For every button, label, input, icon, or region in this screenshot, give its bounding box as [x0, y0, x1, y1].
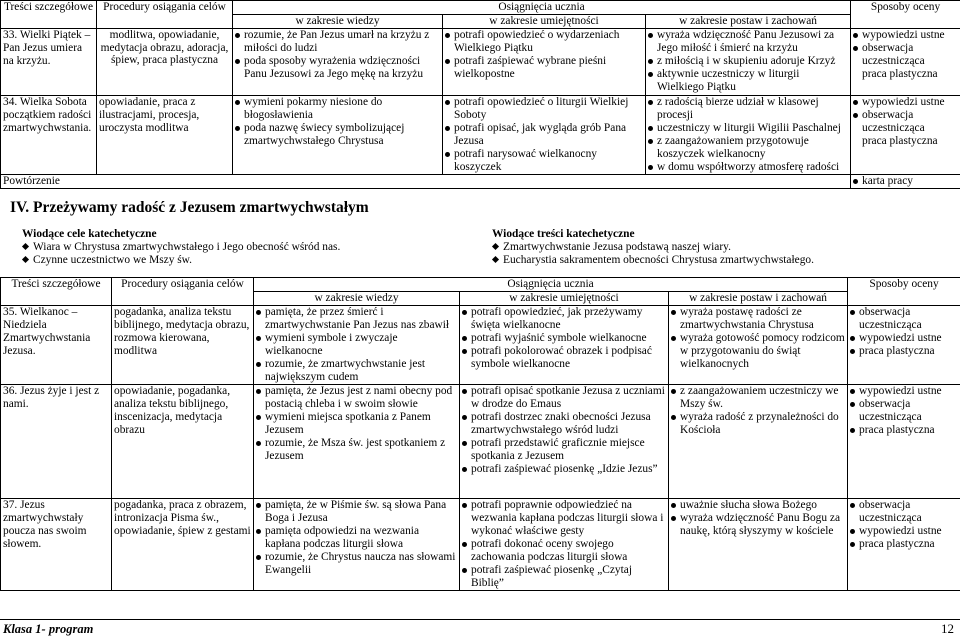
list-item: wymieni symbole i zwyczaje wielkanocne	[256, 332, 457, 358]
header-wiedza: w zakresie wiedzy	[233, 15, 443, 29]
header-sposoby: Sposoby oceny	[851, 1, 960, 29]
list-item: poda nazwę świecy symbolizującej zmartwychwstałego Chrystusa	[235, 122, 440, 148]
list-item: obserwacja uczestnicząca	[853, 42, 958, 68]
list-item: praca plastyczna	[850, 345, 958, 358]
header-sposoby: Sposoby oceny	[848, 278, 960, 306]
list-item: z zaangażowaniem uczestniczy we Mszy św.	[671, 385, 845, 411]
row-34-postawy	[646, 96, 851, 175]
lesson-table-top	[0, 0, 960, 189]
list-item: potrafi narysować wielkanocny koszyczek	[445, 148, 643, 174]
list-item: uczestniczy w liturgii Wigilii Paschalnej	[648, 122, 848, 135]
list-item: rozumie, że Chrystus naucza nas słowami Ewangelii	[256, 551, 457, 577]
list-item: wypowiedzi ustne	[850, 385, 958, 398]
list-item: wypowiedzi ustne	[850, 525, 958, 538]
list-item: potrafi zaśpiewać piosenkę „Idzie Jezus”	[462, 463, 666, 476]
header-osiagniecia: Osiągnięcia ucznia	[254, 278, 848, 292]
content-item: Eucharystia sakramentem obecności Chrystusa zmartwychwstałego.	[492, 254, 814, 267]
list-item: obserwacja uczestnicząca	[850, 499, 958, 525]
row-37-procedury: pogadanka, praca z obrazem, intronizacja Pisma św., opowiadanie, śpiew z gestami	[112, 498, 254, 590]
list-item: potrafi zaśpiewać piosenkę „Czytaj Biblię”	[462, 564, 666, 590]
list-item: praca plastyczna	[850, 538, 958, 551]
list-item: potrafi zaśpiewać wybrane pieśni wielkopostne	[445, 55, 643, 81]
row-37-tresci: 37. Jezus zmartwychwstały poucza nas swoim słowem.	[1, 498, 112, 590]
review-row-sposoby	[851, 175, 960, 189]
row-35-postawy	[669, 305, 848, 384]
list-item: wyraża gotowość pomocy rodzicom w przygotowaniu do świąt wielkanocnych	[671, 332, 845, 371]
list-item: potrafi opowiedzieć o liturgii Wielkiej Soboty	[445, 96, 643, 122]
list-item: obserwacja uczestnicząca	[853, 109, 958, 135]
list-item: rozumie, że Pan Jezus umarł na krzyżu z miłości do ludzi	[235, 29, 440, 55]
row-36-postawy	[669, 384, 848, 498]
header-procedury: Procedury osiągania celów	[112, 278, 254, 306]
list-item: rozumie, że zmartwychwstanie jest największym cudem	[256, 358, 457, 384]
row-34-procedury: opowiadanie, praca z ilustracjami, procesja, uroczysta modlitwa	[97, 96, 233, 175]
section-title: IV. Przeżywamy radość z Jezusem zmartwychwstałym	[10, 199, 369, 216]
list-item: w domu współtworzy atmosferę radości	[648, 161, 848, 174]
header-umiejetnosci: w zakresie umiejętności	[460, 291, 669, 305]
list-item: potrafi przedstawić graficznie miejsce spotkania z Jezusem	[462, 437, 666, 463]
list-item: pamięta, że Jezus jest z nami obecny pod postacią chleba i w swoim słowie	[256, 385, 457, 411]
header-postawy: w zakresie postaw i zachowań	[646, 15, 851, 29]
list-item: wyraża wdzięczność Panu Bogu za naukę, którą słyszymy w kościele	[671, 512, 845, 538]
row-33-sposoby	[851, 29, 960, 96]
row-35-procedury: pogadanka, analiza tekstu biblijnego, medytacja obrazu, rozmowa kierowana, modlitwa	[112, 305, 254, 384]
content-item: Zmartwychwstanie Jezusa podstawą naszej wiary.	[492, 241, 814, 254]
header-procedury: Procedury osiągania celów	[97, 1, 233, 29]
list-item: pamięta, że przez śmierć i zmartwychwstanie Pan Jezus nas zbawił	[256, 306, 457, 332]
list-item: potrafi opisać spotkanie Jezusa z uczniami w drodze do Emaus	[462, 385, 666, 411]
lesson-table-bottom	[0, 277, 960, 591]
row-33-tresci: 33. Wielki Piątek – Pan Jezus umiera na krzyżu.	[1, 29, 97, 96]
row-36-tresci: 36. Jezus żyje i jest z nami.	[1, 384, 112, 498]
list-item: potrafi opowiedzieć, jak przeżywamy święta wielkanocne	[462, 306, 666, 332]
list-item: pamięta odpowiedzi na wezwania kapłana podczas liturgii słowa	[256, 525, 457, 551]
list-item: praca plastyczna	[862, 135, 938, 147]
list-item: potrafi dostrzec znaki obecności Jezusa zmartwychwstałego wśród ludzi	[462, 411, 666, 437]
list-item: pamięta, że w Piśmie św. są słowa Pana Boga i Jezusa	[256, 499, 457, 525]
goal-item: Wiara w Chrystusa zmartwychwstałego i Jego obecność wśród nas.	[22, 241, 340, 254]
row-36-wiedza	[254, 384, 460, 498]
row-33-umiejetnosci	[443, 29, 646, 96]
header-tresci: Treści szczegółowe	[1, 1, 97, 29]
row-35-sposoby	[848, 305, 960, 384]
list-item: potrafi opisać, jak wygląda grób Pana Jezusa	[445, 122, 643, 148]
list-item: praca plastyczna	[850, 424, 958, 437]
list-item: praca plastyczna	[862, 68, 938, 80]
list-item: obserwacja uczestnicząca	[850, 306, 958, 332]
list-item: potrafi poprawnie odpowiedzieć na wezwania kapłana podczas liturgii słowa i wykonać właściwe gesty	[462, 499, 666, 538]
header-wiedza: w zakresie wiedzy	[254, 291, 460, 305]
row-36-umiejetnosci	[460, 384, 669, 498]
goals-block	[22, 228, 340, 267]
row-34-wiedza	[233, 96, 443, 175]
row-35-tresci: 35. Wielkanoc – Niedziela Zmartwychwstania Jezusa.	[1, 305, 112, 384]
list-item: wypowiedzi ustne	[853, 29, 958, 42]
list-item: potrafi wyjaśnić symbole wielkanocne	[462, 332, 666, 345]
list-item: aktywnie uczestniczy w liturgii Wielkiego Piątku	[648, 68, 848, 94]
row-37-postawy	[669, 498, 848, 590]
list-item: z radością bierze udział w klasowej procesji	[648, 96, 848, 122]
list-item: potrafi dokonać oceny swojego zachowania podczas liturgii słowa	[462, 538, 666, 564]
list-item: poda sposoby wyrażenia wdzięczności Panu Jezusowi za Jego mękę na krzyżu	[235, 55, 440, 81]
page-number: 12	[941, 621, 954, 636]
list-item: obserwacja uczestnicząca	[850, 398, 958, 424]
row-34-sposoby	[851, 96, 960, 175]
row-37-wiedza	[254, 498, 460, 590]
list-item: wymieni miejsca spotkania z Panem Jezusem	[256, 411, 457, 437]
list-item: wyraża wdzięczność Panu Jezusowi za Jego miłość i śmierć na krzyżu	[648, 29, 848, 55]
list-item: z zaangażowaniem przygotowuje koszyczek wielkanocny	[648, 135, 848, 161]
row-37-sposoby	[848, 498, 960, 590]
list-item: potrafi opowiedzieć o wydarzeniach Wielkiego Piątku	[445, 29, 643, 55]
row-33-procedury: modlitwa, opowiadanie, medytacja obrazu, adoracja, śpiew, praca plastyczna	[97, 29, 233, 96]
list-item: wyraża postawę radości ze zmartwychwstania Chrystusa	[671, 306, 845, 332]
goal-item: Czynne uczestnictwo we Mszy św.	[22, 254, 340, 267]
row-36-sposoby	[848, 384, 960, 498]
row-35-umiejetnosci	[460, 305, 669, 384]
row-34-umiejetnosci	[443, 96, 646, 175]
list-item: uważnie słucha słowa Bożego	[671, 499, 845, 512]
list-item: wypowiedzi ustne	[853, 96, 958, 109]
row-33-postawy	[646, 29, 851, 96]
goals-heading: Wiodące cele katechetyczne	[22, 228, 157, 240]
list-item: z miłością i w skupieniu adoruje Krzyż	[648, 55, 848, 68]
contents-heading: Wiodące treści katechetyczne	[492, 228, 635, 240]
list-item: wyraża radość z przynależności do Kościoła	[671, 411, 845, 437]
footer-program-label: Klasa 1- program	[3, 622, 94, 636]
contents-block	[492, 228, 814, 267]
row-35-wiedza	[254, 305, 460, 384]
row-34-tresci: 34. Wielka Sobota początkiem radości zmartwychwstania.	[1, 96, 97, 175]
footer-divider	[0, 619, 960, 620]
list-item: wymieni pokarmy niesione do błogosławienia	[235, 96, 440, 122]
row-37-umiejetnosci	[460, 498, 669, 590]
review-row-label: Powtórzenie	[1, 175, 851, 189]
header-tresci: Treści szczegółowe	[1, 278, 112, 306]
list-item: karta pracy	[853, 175, 958, 188]
row-36-procedury: opowiadanie, pogadanka, analiza tekstu biblijnego, inscenizacja, medytacja obrazu	[112, 384, 254, 498]
list-item: wypowiedzi ustne	[850, 332, 958, 345]
header-osiagniecia: Osiągnięcia ucznia	[233, 1, 851, 15]
list-item: potrafi pokolorować obrazek i podpisać symbole wielkanocne	[462, 345, 666, 371]
list-item: rozumie, że Msza św. jest spotkaniem z Jezusem	[256, 437, 457, 463]
header-umiejetnosci: w zakresie umiejętności	[443, 15, 646, 29]
row-33-wiedza	[233, 29, 443, 96]
header-postawy: w zakresie postaw i zachowań	[669, 291, 848, 305]
